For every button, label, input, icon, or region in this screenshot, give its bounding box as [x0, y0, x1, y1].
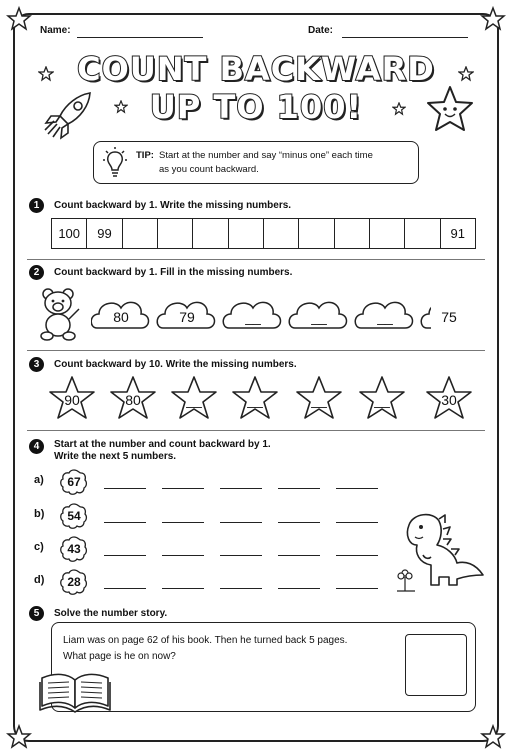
- star-number: 30: [441, 392, 457, 408]
- blank-cell[interactable]: [335, 219, 370, 248]
- question-number: 3: [29, 357, 44, 372]
- q4-instruction: Start at the number and count backward by 1.: [54, 439, 271, 450]
- teddy-bear-icon: [35, 287, 85, 341]
- cloud-blank[interactable]: __: [311, 309, 327, 325]
- question-number: 4: [29, 439, 44, 454]
- cloud-number: 75: [441, 309, 457, 325]
- corner-star-icon: [6, 724, 32, 750]
- star-number: 90: [64, 392, 80, 408]
- star-number: 80: [125, 392, 141, 408]
- blank-cell[interactable]: [123, 219, 158, 248]
- answer-line[interactable]: [336, 555, 378, 556]
- q3-instruction: Count backward by 10. Write the missing numbers.: [54, 359, 297, 370]
- flower-icon: [397, 570, 415, 591]
- section-divider: [27, 430, 485, 431]
- row-label: c): [34, 541, 44, 553]
- answer-line[interactable]: [220, 488, 262, 489]
- answer-line[interactable]: [220, 522, 262, 523]
- answer-line[interactable]: [278, 555, 320, 556]
- q1-number-grid: [51, 218, 476, 249]
- section-divider: [27, 259, 485, 260]
- name-label: Name:: [40, 25, 71, 36]
- cloud-number: 79: [179, 309, 195, 325]
- cloud-blank[interactable]: __: [377, 309, 393, 325]
- rocket-icon: [40, 90, 96, 140]
- small-star-icon: [392, 102, 406, 116]
- small-star-icon: [114, 100, 128, 114]
- star-blank[interactable]: __: [247, 392, 263, 408]
- answer-line[interactable]: [336, 588, 378, 589]
- answer-line[interactable]: [336, 488, 378, 489]
- section-divider: [27, 350, 485, 351]
- start-number: 54: [67, 509, 81, 523]
- question-number: 1: [29, 198, 44, 213]
- start-number: 67: [67, 475, 81, 489]
- star-blank[interactable]: __: [374, 392, 390, 408]
- tip-text: Start at the number and say “minus one” each time: [159, 150, 373, 161]
- small-star-icon: [458, 66, 474, 82]
- number-cell: 100: [52, 219, 87, 248]
- row-label: d): [34, 574, 45, 586]
- star-face-icon: [424, 84, 476, 136]
- star-blank[interactable]: __: [311, 392, 327, 408]
- answer-line[interactable]: [162, 488, 204, 489]
- tip-text-line-2: as you count backward.: [159, 164, 259, 175]
- row-label: b): [34, 508, 45, 520]
- question-number: 5: [29, 606, 44, 621]
- tip-label: TIP:: [136, 150, 154, 161]
- title-line-1: COUNT BACKWARD: [77, 50, 435, 88]
- cloud-number: 80: [113, 309, 129, 325]
- date-field[interactable]: [342, 37, 468, 38]
- answer-line[interactable]: [162, 588, 204, 589]
- answer-box[interactable]: [405, 634, 467, 696]
- blank-cell[interactable]: [193, 219, 228, 248]
- answer-line[interactable]: [278, 488, 320, 489]
- corner-star-icon: [480, 724, 506, 750]
- q2-instruction: Count backward by 1. Fill in the missing numbers.: [54, 267, 293, 278]
- story-text: Liam was on page 62 of his book. Then he turned back 5 pages.: [63, 635, 348, 646]
- blank-cell[interactable]: [229, 219, 264, 248]
- row-label: a): [34, 474, 44, 486]
- start-number: 43: [67, 542, 81, 556]
- blank-cell[interactable]: [299, 219, 334, 248]
- cloud-blank[interactable]: __: [245, 309, 261, 325]
- q1-instruction: Count backward by 1. Write the missing numbers.: [54, 200, 292, 211]
- answer-line[interactable]: [104, 555, 146, 556]
- open-book-icon: [38, 668, 112, 714]
- name-field[interactable]: [77, 37, 203, 38]
- start-number: 28: [67, 575, 81, 589]
- number-cell: 91: [450, 226, 465, 241]
- q4-instruction-line-2: Write the next 5 numbers.: [54, 451, 177, 462]
- lightbulb-icon: [103, 146, 127, 180]
- blank-cell[interactable]: [264, 219, 299, 248]
- star-blank[interactable]: __: [186, 392, 202, 408]
- dinosaur-icon: [395, 505, 487, 593]
- answer-line[interactable]: [104, 522, 146, 523]
- answer-line[interactable]: [278, 522, 320, 523]
- corner-star-icon: [6, 6, 32, 32]
- answer-line[interactable]: [104, 488, 146, 489]
- number-cell: 99: [87, 219, 122, 248]
- answer-line[interactable]: [220, 555, 262, 556]
- answer-line[interactable]: [162, 522, 204, 523]
- blank-cell[interactable]: [405, 219, 440, 248]
- date-label: Date:: [308, 25, 334, 36]
- small-star-icon: [38, 66, 54, 82]
- corner-star-icon: [480, 6, 506, 32]
- blank-cell[interactable]: [158, 219, 193, 248]
- question-number: 2: [29, 265, 44, 280]
- answer-line[interactable]: [104, 588, 146, 589]
- title-line-2: UP TO 100!: [149, 88, 363, 126]
- story-text-line-2: What page is he on now?: [63, 651, 176, 662]
- answer-line[interactable]: [336, 522, 378, 523]
- answer-line[interactable]: [278, 588, 320, 589]
- q5-instruction: Solve the number story.: [54, 608, 168, 619]
- answer-line[interactable]: [162, 555, 204, 556]
- blank-cell[interactable]: [370, 219, 405, 248]
- answer-line[interactable]: [220, 588, 262, 589]
